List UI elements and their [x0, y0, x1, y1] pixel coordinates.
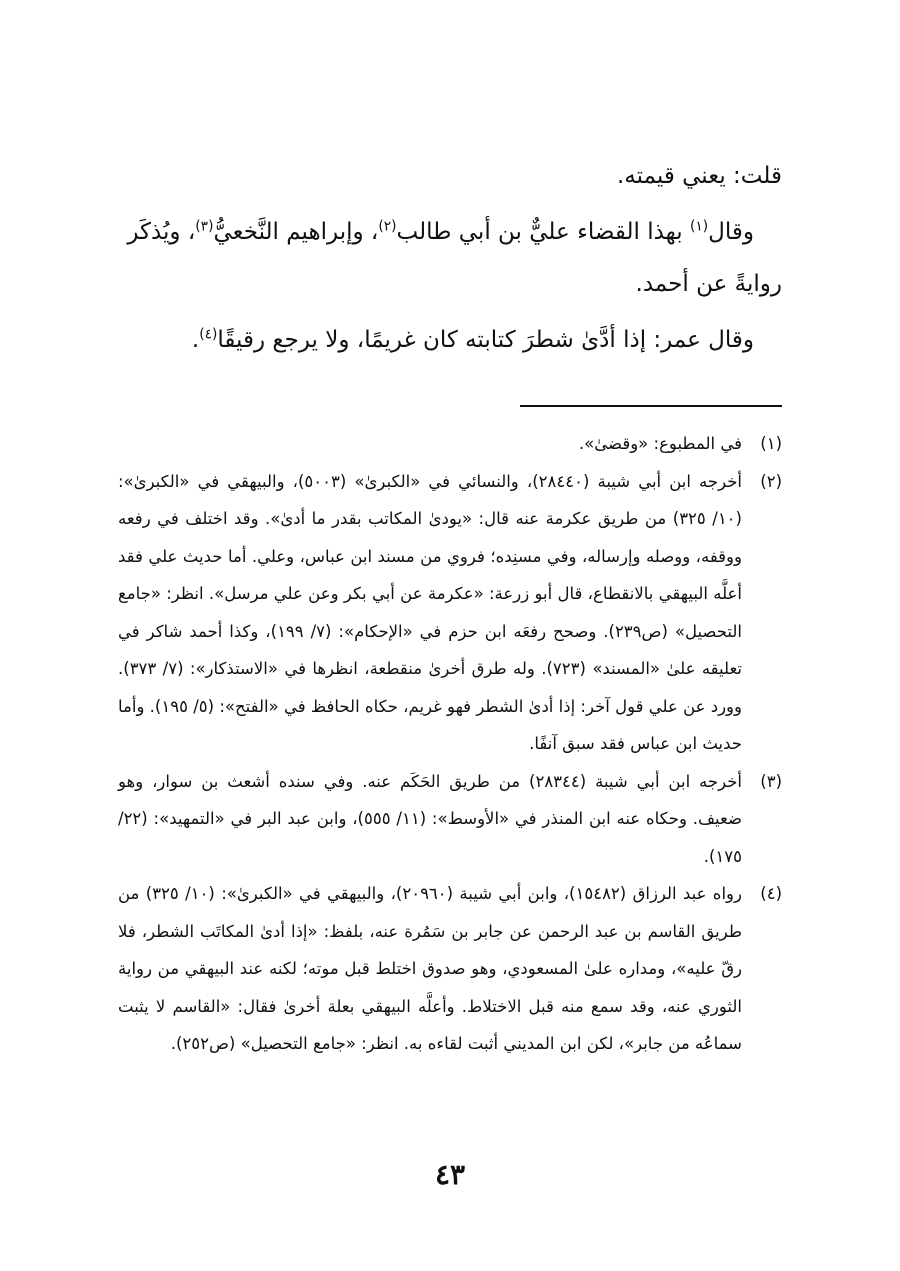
- paragraph-1: قلت: يعني قيمته.: [617, 163, 782, 189]
- footnote-ref-2: (٢): [378, 218, 397, 235]
- paragraph-3: [120, 314, 782, 366]
- footnote-4: [118, 875, 782, 1063]
- footnote-number: (٣): [760, 771, 782, 791]
- footnote-text: أخرجه ابن أبي شيبة (٢٨٤٤٠)، والنسائي في «الكبرىٰ» (٥٠٠٣)، والبيهقي في «الكبرىٰ»: (١٠/ ٣٢٥) من طريق عكرمة عنه قال: «يودىٰ المكاتب بقدر ما أدىٰ». وقد اختلف في رفعه ووقفه، ووصله وإرساله، وفي مسنِده؛ فروي من مسند ابن عباس، وعلي. أما حديث علي فقد أعلَّه البيهقي بالانقطاع، قال أبو زرعة: «عكرمة عن أبي بكر وعن علي مرسل». انظر: «جامع التحصيل» (ص٢٣٩). وصحح رفعَه ابن حزم في «الإحكام»: (٧/ ١٩٩)، وكذا أحمد شاكر في تعليقه علىٰ «المسند» (٧٢٣). وله طرق أخرىٰ منقطعة، انظرها في «الاستذكار»: (٧/ ٣٧٣). وورد عن علي قول آخر: إذا أدىٰ الشطر فهو غريم، حكاه الحافظ في «الفتح»: (٥/ ١٩٥). وأما حديث ابن عباس فقد سبق آنفًا.: [118, 471, 743, 753]
- footnote-ref-3: (٣): [195, 218, 214, 235]
- footnote-1: [118, 425, 782, 463]
- text-segment: بهذا القضاء عليٌّ بن أبي طالب: [396, 219, 690, 245]
- footnote-number: (١): [760, 434, 782, 453]
- text-segment: وقال: [708, 219, 754, 245]
- footnote-ref-4: (٤): [199, 326, 218, 343]
- footnote-3: [118, 763, 782, 876]
- footnotes: [118, 425, 782, 1063]
- text-segment: وقال عمر: إذا أدَّىٰ شطرَ كتابته كان غريمًا، ولا يرجع رقيقًا: [217, 327, 754, 353]
- footnote-text: رواه عبد الرزاق (١٥٤٨٢)، وابن أبي شيبة (٢٠٩٦٠)، والبيهقي في «الكبرىٰ»: (١٠/ ٣٢٥) من طريق القاسم بن عبد الرحمن عن جابر بن سَمُرة عنه، بلفظ: «إذا أدىٰ المكاتَب الشطر، فلا رقّ عليه»، ومداره علىٰ المسعودي، وهو صدوق اختلط قبل موته؛ لكنه عند البيهقي من رواية الثوري عنه، وقد سمع منه قبل الاختلاط. وأعلَّه البيهقي بعلة أخرىٰ فقال: «القاسم لا يثبت سماعُه من جابر»، لكن ابن المديني أثبت لقاءه به. انظر: «جامع التحصيل» (ص٢٥٢).: [118, 884, 742, 1053]
- paragraph-2: [120, 206, 782, 310]
- text-segment: ، وإبراهيم النَّخعيُّ: [213, 219, 379, 245]
- main-text: [120, 150, 782, 366]
- text-segment: ، ويُذكَر روايةً عن أحمد.: [127, 219, 782, 297]
- footnote-number: (٤): [760, 884, 782, 903]
- footnote-text: في المطبوع: «وقضىٰ».: [578, 434, 742, 453]
- footnote-text: أخرجه ابن أبي شيبة (٢٨٣٤٤) من طريق الحَكَم عنه. وفي سنده أشعث بن سوار، وهو ضعيف. وحكاه عنه ابن المنذر في «الأوسط»: (١١/ ٥٥٥)، وابن عبد البر في «التمهيد»: (٢٢/ ١٧٥).: [118, 771, 742, 866]
- footnote-2: [118, 463, 782, 763]
- text-segment: .: [191, 327, 200, 353]
- footnote-ref-1: (١): [689, 218, 709, 235]
- footnote-separator: [520, 405, 782, 407]
- page-number: ٤٣: [434, 1158, 466, 1191]
- footnote-number: (٢): [760, 471, 782, 491]
